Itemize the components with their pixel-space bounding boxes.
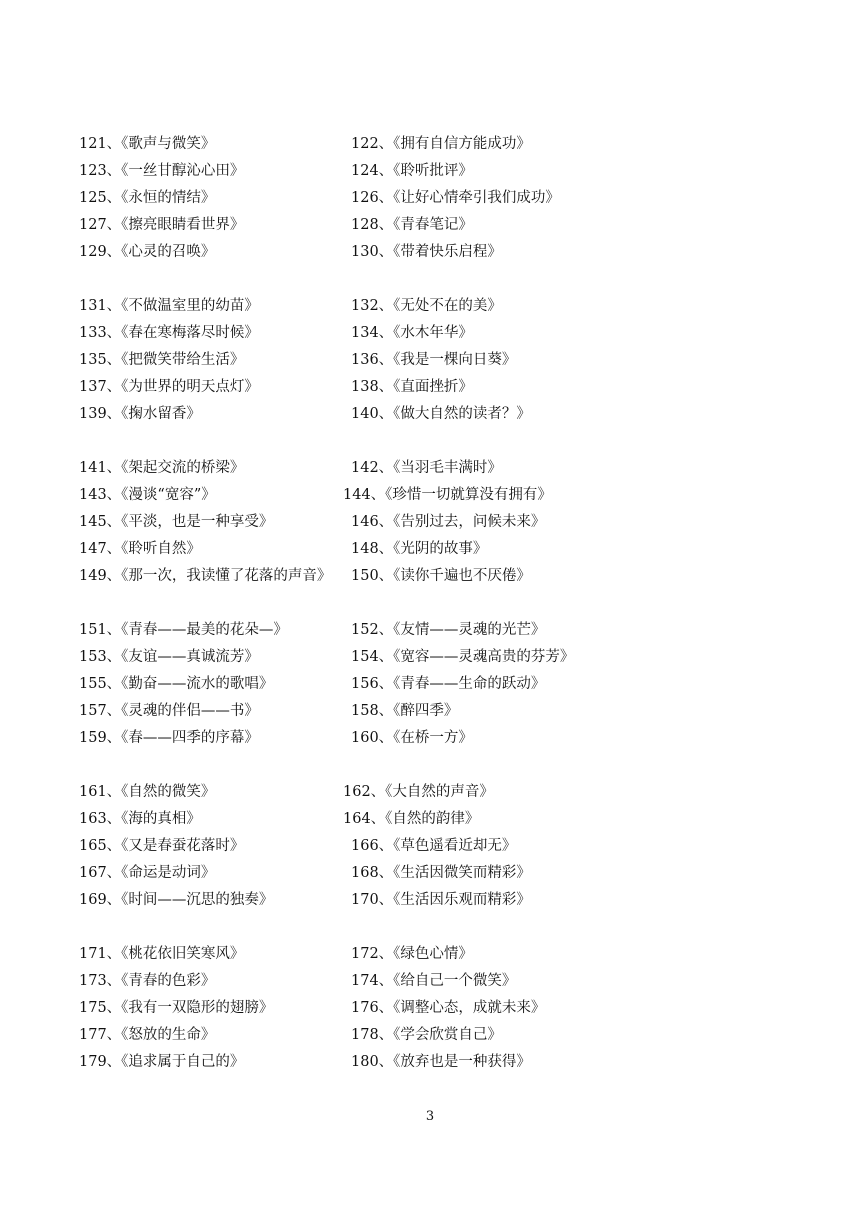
list-row	[0, 239, 860, 266]
title-item: 174、《给自己一个微笑》	[351, 973, 517, 989]
title-item: 134、《水木年华》	[351, 325, 473, 341]
title-item: 173、《青春的色彩》	[79, 973, 216, 989]
title-item: 122、《拥有自信方能成功》	[351, 136, 531, 152]
title-item: 126、《让好心情牵引我们成功》	[351, 190, 560, 206]
title-item: 144、《珍惜一切就算没有拥有》	[343, 487, 552, 503]
list-row	[0, 698, 860, 725]
title-item: 127、《擦亮眼睛看世界》	[79, 217, 245, 233]
title-group	[0, 779, 860, 914]
title-item: 163、《海的真相》	[79, 811, 201, 827]
title-item: 125、《永恒的情结》	[79, 190, 216, 206]
page-number: 3	[425, 1109, 435, 1124]
list-row	[0, 293, 860, 320]
list-row	[0, 158, 860, 185]
list-row	[0, 1022, 860, 1049]
title-group	[0, 617, 860, 752]
title-group	[0, 131, 860, 266]
list-row	[0, 860, 860, 887]
title-item: 179、《追求属于自己的》	[79, 1054, 245, 1070]
title-item: 164、《自然的韵律》	[343, 811, 480, 827]
title-item: 154、《宽容——灵魂高贵的芬芳》	[351, 649, 575, 665]
list-row	[0, 725, 860, 752]
list-row	[0, 968, 860, 995]
list-row	[0, 509, 860, 536]
title-item: 124、《聆听批评》	[351, 163, 473, 179]
title-item: 140、《做大自然的读者？》	[351, 406, 531, 422]
title-item: 135、《把微笑带给生活》	[79, 352, 245, 368]
title-item: 156、《青春——生命的跃动》	[351, 676, 546, 692]
title-item: 180、《放弃也是一种获得》	[351, 1054, 531, 1070]
title-group	[0, 455, 860, 590]
title-item: 151、《青春——最美的花朵—》	[79, 622, 288, 638]
title-item: 143、《漫谈“宽容”》	[79, 487, 216, 503]
list-row	[0, 185, 860, 212]
list-row	[0, 779, 860, 806]
title-item: 152、《友情——灵魂的光芒》	[351, 622, 546, 638]
title-item: 146、《告别过去，问候未来》	[351, 514, 546, 530]
title-item: 121、《歌声与微笑》	[79, 136, 216, 152]
title-item: 138、《直面挫折》	[351, 379, 473, 395]
title-item: 160、《在桥一方》	[351, 730, 473, 746]
list-row	[0, 131, 860, 158]
title-item: 168、《生活因微笑而精彩》	[351, 865, 531, 881]
list-row	[0, 536, 860, 563]
title-item: 170、《生活因乐观而精彩》	[351, 892, 531, 908]
title-item: 153、《友谊——真诚流芳》	[79, 649, 259, 665]
list-row	[0, 1049, 860, 1076]
title-item: 150、《读你千遍也不厌倦》	[351, 568, 531, 584]
title-item: 132、《无处不在的美》	[351, 298, 502, 314]
title-item: 175、《我有一双隐形的翅膀》	[79, 1000, 274, 1016]
list-row	[0, 401, 860, 428]
title-item: 147、《聆听自然》	[79, 541, 201, 557]
title-group	[0, 941, 860, 1076]
title-item: 128、《青春笔记》	[351, 217, 473, 233]
title-item: 148、《光阴的故事》	[351, 541, 488, 557]
title-item: 129、《心灵的召唤》	[79, 244, 216, 260]
list-row	[0, 212, 860, 239]
title-item: 123、《一丝甘醇沁心田》	[79, 163, 245, 179]
title-item: 155、《勤奋——流水的歌唱》	[79, 676, 274, 692]
title-item: 136、《我是一棵向日葵》	[351, 352, 517, 368]
title-item: 178、《学会欣赏自己》	[351, 1027, 502, 1043]
title-item: 169、《时间——沉思的独奏》	[79, 892, 274, 908]
title-item: 131、《不做温室里的幼苗》	[79, 298, 259, 314]
title-item: 171、《桃花依旧笑寒风》	[79, 946, 245, 962]
title-item: 145、《平淡，也是一种享受》	[79, 514, 274, 530]
title-item: 141、《架起交流的桥梁》	[79, 460, 245, 476]
title-item: 130、《带着快乐启程》	[351, 244, 502, 260]
title-item: 142、《当羽毛丰满时》	[351, 460, 502, 476]
list-row	[0, 563, 860, 590]
list-row	[0, 644, 860, 671]
list-row	[0, 617, 860, 644]
list-row	[0, 374, 860, 401]
title-item: 162、《大自然的声音》	[343, 784, 494, 800]
list-row	[0, 941, 860, 968]
list-row	[0, 806, 860, 833]
list-row	[0, 995, 860, 1022]
title-item: 139、《掬水留香》	[79, 406, 201, 422]
list-row	[0, 320, 860, 347]
title-item: 161、《自然的微笑》	[79, 784, 216, 800]
title-item: 157、《灵魂的伴侣——书》	[79, 703, 259, 719]
title-item: 133、《春在寒梅落尽时候》	[79, 325, 259, 341]
list-row	[0, 455, 860, 482]
list-row	[0, 347, 860, 374]
title-group	[0, 293, 860, 428]
title-item: 172、《绿色心情》	[351, 946, 473, 962]
title-item: 159、《春——四季的序幕》	[79, 730, 259, 746]
title-item: 166、《草色遥看近却无》	[351, 838, 517, 854]
title-item: 158、《醉四季》	[351, 703, 459, 719]
title-item: 177、《怒放的生命》	[79, 1027, 216, 1043]
list-row	[0, 887, 860, 914]
list-row	[0, 833, 860, 860]
title-item: 165、《又是春蚕花落时》	[79, 838, 245, 854]
list-row	[0, 671, 860, 698]
list-row	[0, 482, 860, 509]
title-item: 137、《为世界的明天点灯》	[79, 379, 259, 395]
title-item: 149、《那一次，我读懂了花落的声音》	[79, 568, 332, 584]
title-item: 176、《调整心态，成就未来》	[351, 1000, 546, 1016]
title-item: 167、《命运是动词》	[79, 865, 216, 881]
